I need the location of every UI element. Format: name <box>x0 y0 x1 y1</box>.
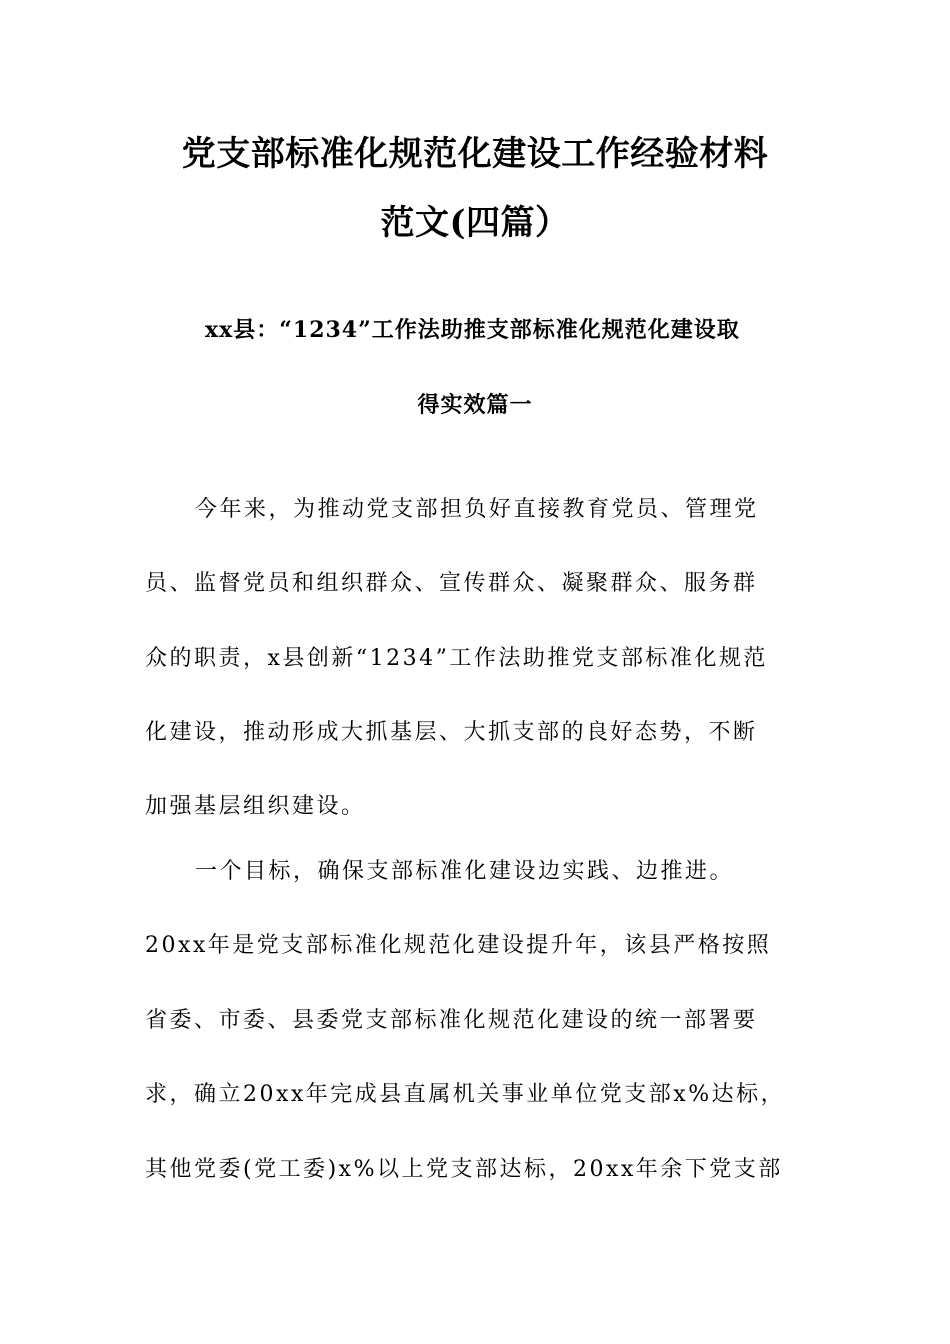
paragraph-1-line: 化建设，推动形成大抓基层、大抓支部的良好态势，不断 <box>145 720 758 745</box>
section-heading-line-2: 得实效篇一 <box>417 392 533 418</box>
paragraph-1-line: 今年来，为推动党支部担负好直接教育党员、管理党 <box>195 497 759 522</box>
paragraph-2-line: 其他党委(党工委)x%以上党支部达标，20xx年余下党支部 <box>145 1157 783 1182</box>
paragraph-1-line: 众的职责，x县创新“1234”工作法助推党支部标准化规范 <box>145 646 768 671</box>
document-title-line-2: 范文(四篇） <box>380 203 570 243</box>
paragraph-2-line: 一个目标，确保支部标准化建设边实践、边推进。 <box>195 859 735 884</box>
document-title-line-1: 党支部标准化规范化建设工作经验材料 <box>181 134 769 174</box>
paragraph-2-line: 求，确立20xx年完成县直属机关事业单位党支部x%达标， <box>145 1082 786 1107</box>
paragraph-1-line: 加强基层组织建设。 <box>145 794 366 819</box>
paragraph-2-line: 20xx年是党支部标准化规范化建设提升年，该县严格按照 <box>145 933 772 958</box>
paragraph-1-line: 员、监督党员和组织群众、宣传群众、凝聚群众、服务群 <box>145 571 758 596</box>
section-heading-line-1: xx县：“1234”工作法助推支部标准化规范化建设取 <box>205 317 740 343</box>
paragraph-2-line: 省委、市委、县委党支部标准化规范化建设的统一部署要 <box>145 1008 758 1033</box>
